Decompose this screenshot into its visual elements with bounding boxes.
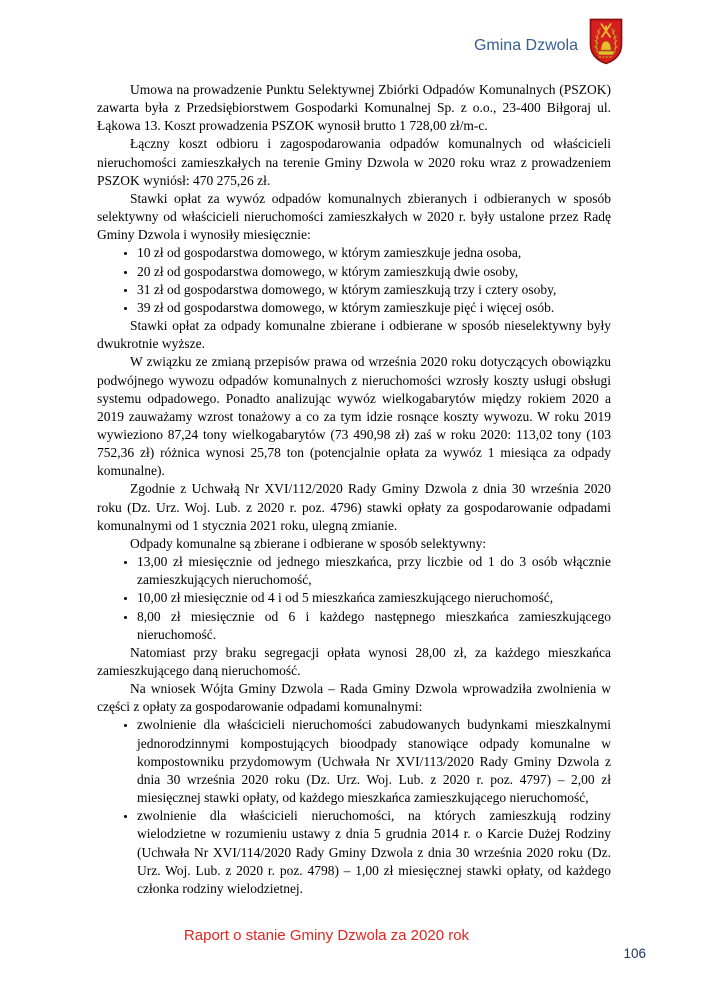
paragraph: Umowa na prowadzenie Punktu Selektywnej Zbiórki Odpadów Komunalnych (PSZOK) zawarta była z Przedsiębiorstwem Gospodarki Komunalnej Sp. z o.o., 23-400 Biłgoraj ul. Łąkowa 13. Koszt prowadzenia PSZOK wynosił brutto 1 728,00 zł/m-c. bbox=[97, 82, 611, 134]
list-item: • 8,00 zł miesięcznie od 6 i każdego następnego mieszkańca zamieszkującego nieruchomość. bbox=[137, 608, 611, 644]
paragraph: Na wniosek Wójta Gminy Dzwola – Rada Gminy Dzwola wprowadziła zwolnienia w części z opłaty za gospodarowanie odpadami komunalnymi: bbox=[97, 681, 611, 715]
coat-of-arms-icon bbox=[589, 18, 623, 65]
bullet-list bbox=[97, 553, 611, 644]
paragraph: Zgodnie z Uchwałą Nr XVI/112/2020 Rady Gminy Dzwola z dnia 30 września 2020 roku (Dz. Urz. Woj. Lub. z 2020 r. poz. 4796) stawki opłaty za gospodarowanie odpadami komunalnymi od 1 stycznia 2021 roku, ulegną zmianie. bbox=[97, 481, 611, 533]
list-item: • 20 zł od gospodarstwa domowego, w którym zamieszkują dwie osoby, bbox=[137, 263, 611, 281]
paragraph: W związku ze zmianą przepisów prawa od września 2020 roku dotyczących obowiązku podwójnego wywozu odpadów komunalnych z nieruchomości wzrosły koszty usługi obsługi systemu odpadowego. Ponadto analizując wywóz wielkogabarytów między rokiem 2020 a 2019 zauważamy wzrost tonażowy a co za tym idzie rosnące koszty wywozu. W roku 2019 wywieziono 87,24 tony wielkogabarytów (73 490,98 zł) zaś w roku 2020: 113,02 tony (103 752,36 zł) różnica wynosi 25,78 ton (potencjalnie opłata za wywóz 1 miesiąca za odpady komunalne). bbox=[97, 354, 611, 479]
list-item: • 39 zł od gospodarstwa domowego, w którym zamieszkuje pięć i więcej osób. bbox=[137, 299, 611, 317]
list-item: • 10,00 zł miesięcznie od 4 i od 5 mieszkańca zamieszkującego nieruchomość, bbox=[137, 589, 611, 607]
list-item: • 31 zł od gospodarstwa domowego, w którym zamieszkują trzy i cztery osoby, bbox=[137, 281, 611, 299]
paragraph: Łączny koszt odbioru i zagospodarowania odpadów komunalnych od właścicieli nieruchomości zamieszkałych na terenie Gminy Dzwola w 2020 roku wraz z prowadzeniem PSZOK wyniósł: 470 275,26 zł. bbox=[97, 136, 611, 188]
list-item: • zwolnienie dla właścicieli nieruchomości zabudowanych budynkami mieszkalnymi jednorodzinnymi kompostujących bioodpady stanowiące odpady komunalne w kompostowniku przydomowym (Uchwała Nr XVI/113/2020 Rady Gminy Dzwola z dnia 30 września 2020 roku (Dz. Urz. Woj. Lub. z 2020 r. poz. 4797) – 2,00 zł miesięcznej stawki opłaty, od każdego mieszkańca zamieszkującego nieruchomość, bbox=[137, 716, 611, 807]
paragraph: Odpady komunalne są zbierane i odbierane w sposób selektywny: bbox=[130, 535, 487, 551]
bullet-list bbox=[97, 716, 611, 898]
paragraph: Natomiast przy braku segregacji opłata wynosi 28,00 zł, za każdego mieszkańca zamieszkującego daną nieruchomość. bbox=[97, 644, 611, 678]
list-item: • 13,00 zł miesięcznie od jednego mieszkańca, przy liczbie od 1 do 3 osób włącznie zamieszkujących nieruchomość, bbox=[137, 553, 611, 589]
list-item: • 10 zł od gospodarstwa domowego, w którym zamieszkuje jedna osoba, bbox=[137, 244, 611, 262]
paragraph: Stawki opłat za odpady komunalne zbierane i odbierane w sposób nieselektywny były dwukrotnie wyższe. bbox=[97, 318, 611, 352]
paragraph: Stawki opłat za wywóz odpadów komunalnych zbieranych i odbieranych w sposób selektywny od właścicieli nieruchomości zamieszkałych w 2020 r. były ustalone przez Radę Gminy Dzwola i wynosiły miesięcznie: bbox=[97, 190, 611, 243]
page-number: 106 bbox=[623, 946, 646, 961]
footer-title: Raport o stanie Gminy Dzwola za 2020 rok bbox=[183, 927, 470, 944]
document-content bbox=[97, 81, 611, 898]
bullet-list bbox=[97, 244, 611, 317]
list-item: • zwolnienie dla właścicieli nieruchomości, na których zamieszkują rodziny wielodzietne w rozumieniu ustawy z dnia 5 grudnia 2014 r. o Karcie Dużej Rodziny (Uchwała Nr XVI/114/2020 Rady Gminy Dzwola z dnia 30 września 2020 roku (Dz. Urz. Woj. Lub. z 2020 r. poz. 4798) – 1,00 zł miesięcznej stawki opłaty, od każdego członka rodziny wielodzietnej. bbox=[137, 807, 611, 898]
header-title: Gmina Dzwola bbox=[473, 37, 578, 54]
page-header bbox=[474, 18, 623, 65]
